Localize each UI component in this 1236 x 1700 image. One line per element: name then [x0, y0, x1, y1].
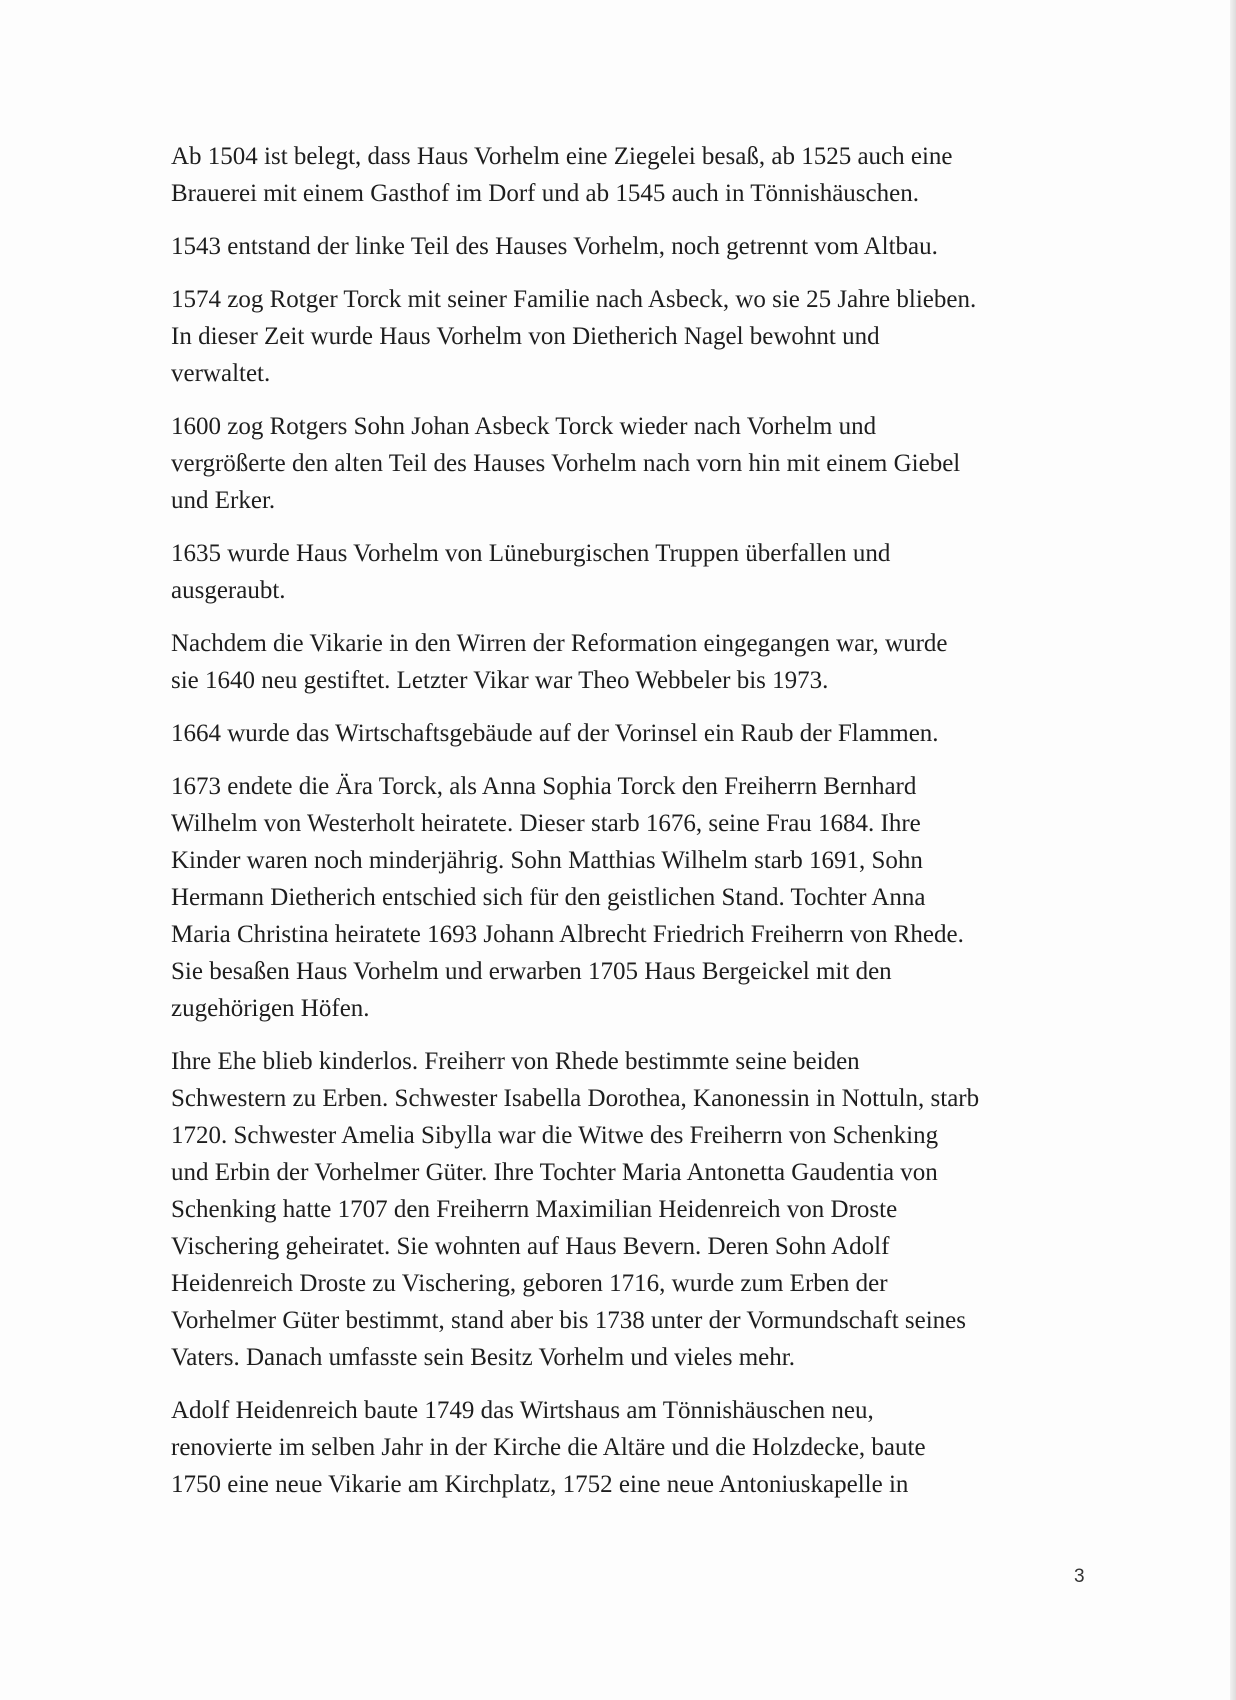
paragraph-2: 1543 entstand der linke Teil des Hauses Vorhelm, noch getrennt vom Altbau.	[171, 233, 938, 260]
paragraph-8: 1673 endete die Ära Torck, als Anna Sophia Torck den Freiherrn Bernhard Wilhelm von Westerholt heiratete. Dieser starb 1676, seine Frau 1684. Ihre Kinder waren noch minderjährig. Sohn Matthias Wilhelm starb 1691, Sohn Hermann Dietherich entschied sich für den geistlichen Stand. Tochter Anna Maria Christina heiratete 1693 Johann Albrecht Friedrich Freiherrn von Rhede. Sie besaßen Haus Vorhelm und erwarben 1705 Haus Bergeickel mit den zugehörigen Höfen.	[171, 773, 964, 1022]
scan-edge	[1230, 0, 1236, 1700]
paragraph-1: Ab 1504 ist belegt, dass Haus Vorhelm eine Ziegelei besaß, ab 1525 auch eine Brauerei mit einem Gasthof im Dorf und ab 1545 auch in Tönnishäuschen.	[171, 143, 953, 207]
page-number: 3	[1074, 1566, 1085, 1587]
paragraph-10: Adolf Heidenreich baute 1749 das Wirtshaus am Tönnishäuschen neu, renovierte im selben Jahr in der Kirche die Altäre und die Holzdecke, baute 1750 eine neue Vikarie am Kirchplatz, 1752 eine neue Antoniuskapelle in	[171, 1397, 926, 1498]
text-body	[171, 138, 1091, 1519]
paragraph-5: 1635 wurde Haus Vorhelm von Lüneburgischen Truppen überfallen und ausgeraubt.	[171, 540, 891, 604]
paragraph-4: 1600 zog Rotgers Sohn Johan Asbeck Torck wieder nach Vorhelm und vergrößerte den alten Teil des Hauses Vorhelm nach vorn hin mit einem Giebel und Erker.	[171, 413, 961, 514]
paragraph-9: Ihre Ehe blieb kinderlos. Freiherr von Rhede bestimmte seine beiden Schwestern zu Erben. Schwester Isabella Dorothea, Kanonessin in Nottuln, starb 1720. Schwester Amelia Sibylla war die Witwe des Freiherrn von Schenking und Erbin der Vorhelmer Güter. Ihre Tochter Maria Antonetta Gaudentia von Schenking hatte 1707 den Freiherrn Maximilian Heidenreich von Droste Vischering geheiratet. Sie wohnten auf Haus Bevern. Deren Sohn Adolf Heidenreich Droste zu Vischering, geboren 1716, wurde zum Erben der Vorhelmer Güter bestimmt, stand aber bis 1738 unter der Vormundschaft seines Vaters. Danach umfasste sein Besitz Vorhelm und vieles mehr.	[171, 1048, 980, 1371]
paragraph-3: 1574 zog Rotger Torck mit seiner Familie nach Asbeck, wo sie 25 Jahre blieben. In dieser Zeit wurde Haus Vorhelm von Dietherich Nagel bewohnt und verwaltet.	[171, 286, 977, 387]
paragraph-6: Nachdem die Vikarie in den Wirren der Reformation eingegangen war, wurde sie 1640 neu gestiftet. Letzter Vikar war Theo Webbeler bis 1973.	[171, 630, 948, 694]
paragraph-7: 1664 wurde das Wirtschaftsgebäude auf der Vorinsel ein Raub der Flammen.	[171, 720, 939, 747]
